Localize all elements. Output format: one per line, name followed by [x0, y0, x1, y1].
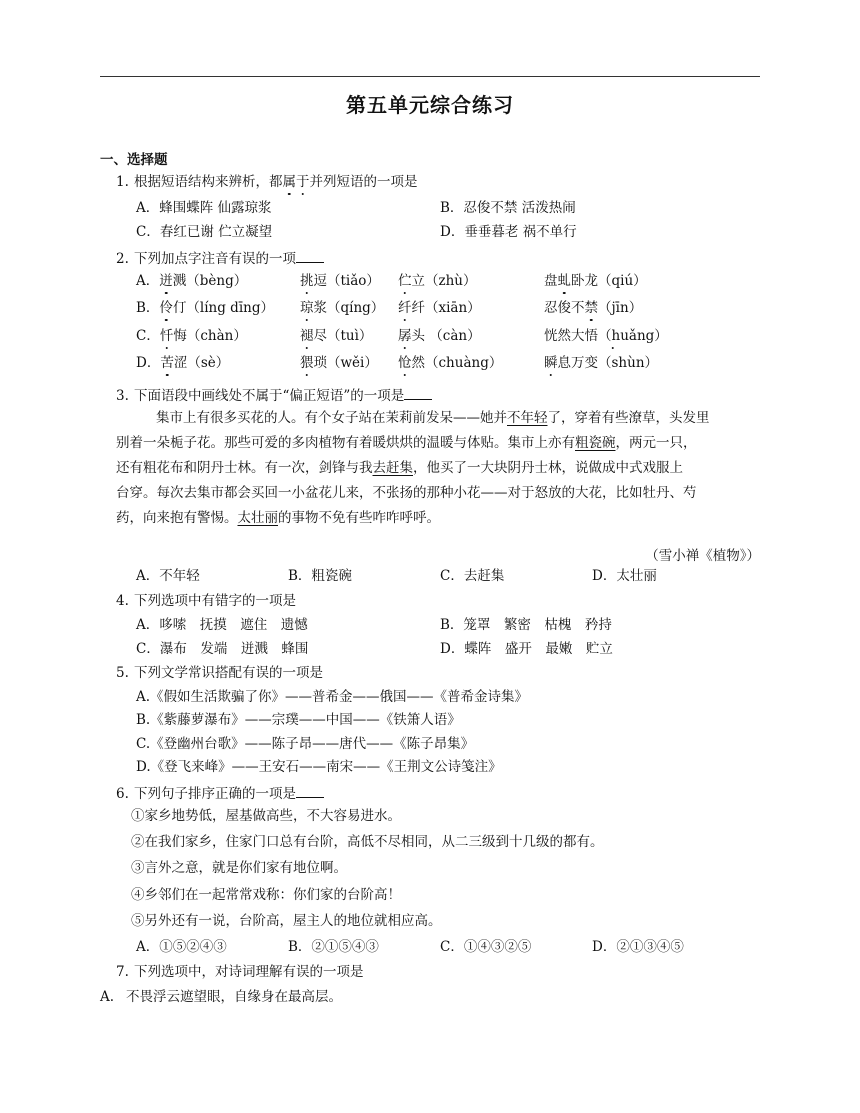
q6-option-a: A．①⑤②④③: [136, 939, 227, 955]
q2-option-c: C．忏悔（chàn）: [136, 328, 247, 344]
q3-option-a: A．不年轻: [136, 568, 200, 584]
q6-sentence-4: ④乡邻们在一起常常戏称：你们家的台阶高！: [131, 887, 401, 903]
q2-option-a-item: 挑逗（tiǎo）: [300, 273, 380, 289]
q6-option-b: B．②①⑤④③: [288, 939, 379, 955]
question-6-stem: 6. 下列句子排序正确的一项是: [116, 785, 324, 802]
question-4-stem: 4. 下列选项中有错字的一项是: [116, 593, 296, 609]
q2-option-b-item: 琼浆（qíng）: [300, 300, 385, 316]
question-3-stem: 3. 下面语段中画线处不属于“偏正短语”的一项是: [116, 387, 432, 404]
question-1-stem: 1. 根据短语结构来辨析，都属于并列短语的一项是: [116, 174, 418, 190]
q2-option-d-item: 瞬息万变（shùn）: [544, 355, 659, 371]
q4-option-b: B．笼罩 繁密 枯槐 矜持: [440, 617, 612, 633]
q2-option-c-item: 恍然大悟（huǎng）: [544, 328, 668, 344]
q2-option-a: A．迸溅（bèng）: [136, 273, 248, 289]
q1-option-c: C．春红已谢 伫立凝望: [136, 224, 273, 240]
q4-option-d: D．蝶阵 盛开 最嫩 贮立: [440, 641, 613, 657]
q1-option-d: D．垂垂暮老 祸不单行: [440, 224, 577, 240]
q2-option-d: D．苦涩（sè）: [136, 355, 230, 371]
q5-option-d: D.《登飞来峰》——王安石——南宋——《王荆文公诗笺注》: [136, 759, 502, 775]
q3-source: （雪小禅《植物》）: [645, 548, 760, 564]
answer-blank: [404, 387, 432, 400]
q5-option-a: A.《假如生活欺骗了你》——普希金——俄国——《普希金诗集》: [136, 689, 529, 705]
q1-option-a: A．蜂围蝶阵 仙露琼浆: [136, 200, 272, 216]
q3-passage: 集市上有很多买花的人。有个女子站在茉莉前发呆——她并不年轻了，穿着有些潦草，头发里 别着一朵栀子花。那些可爱的多肉植物有着暖烘烘的温暖与体贴。集市上亦有粗瓷碗，两元一只， 还有粗花布和阴丹士林。有一次，剑锋与我去赶集，他买了一大块阴丹士林，说做成中式戏服上 台穿。每次去集市都会买回一小盆花儿来，不张扬的那种小花——对于怒放的大花，比如牡丹、芍 药，向来抱有警惕。太壮丽的事物不免有些咋咋呼呼。: [116, 410, 710, 526]
section-heading: 一、选择题: [100, 152, 168, 168]
answer-blank: [296, 250, 324, 263]
q5-option-b: B.《紫藤萝瀑布》——宗璞——中国——《铁箫人语》: [136, 712, 461, 728]
q2-option-b-item: 纤纤（xiān）: [398, 300, 481, 316]
q6-option-c: C．①④③②⑤: [440, 939, 532, 955]
q3-option-b: B．粗瓷碗: [288, 568, 352, 584]
q6-option-d: D．②①③④⑤: [592, 939, 684, 955]
question-7-stem: 7. 下列选项中，对诗词理解有误的一项是: [116, 964, 364, 980]
q6-sentence-1: ①家乡地势低，屋基做高些，不大容易进水。: [131, 808, 401, 824]
q5-option-c: C.《登幽州台歌》——陈子昂——唐代——《陈子昂集》: [136, 736, 475, 752]
question-5-stem: 5. 下列文学常识搭配有误的一项是: [116, 665, 323, 681]
q3-option-c: C．去赶集: [440, 568, 505, 584]
q2-option-d-item: 怆然（chuàng）: [398, 355, 503, 371]
q6-sentence-5: ⑤另外还有一说，台阶高，屋主人的地位就相应高。: [131, 913, 442, 929]
q2-option-d-item: 猥琐（wěi）: [300, 355, 378, 371]
q6-sentence-2: ②在我们家乡，住家门口总有台阶，高低不尽相同，从二三级到十几级的都有。: [131, 834, 604, 850]
q7-option-a: A. 不畏浮云遮望眼，自缘身在最高层。: [100, 989, 342, 1005]
q3-option-d: D．太壮丽: [592, 568, 657, 584]
q2-option-b-item: 忍俊不禁（jīn）: [544, 300, 643, 316]
q6-sentence-3: ③言外之意，就是你们家有地位啊。: [131, 860, 347, 876]
question-2-stem: 2. 下列加点字注音有误的一项: [116, 250, 324, 267]
q2-option-c-item: 孱头 （càn）: [398, 328, 481, 344]
page-title: 第五单元综合练习: [346, 93, 514, 117]
header-rule: [100, 76, 760, 77]
q4-option-c: C．瀑布 发端 迸溅 蜂围: [136, 641, 309, 657]
q2-option-b: B．伶仃（líng dīng）: [136, 300, 274, 316]
q2-option-c-item: 褪尽（tuì）: [300, 328, 373, 344]
q2-option-a-item: 伫立（zhù）: [398, 273, 477, 289]
q1-option-b: B．忍俊不禁 活泼热闹: [440, 200, 576, 216]
answer-blank: [296, 785, 324, 798]
q4-option-a: A．哆嗦 抚摸 遮住 遗憾: [136, 617, 308, 633]
q2-option-a-item: 盘虬卧龙（qiú）: [544, 273, 647, 289]
